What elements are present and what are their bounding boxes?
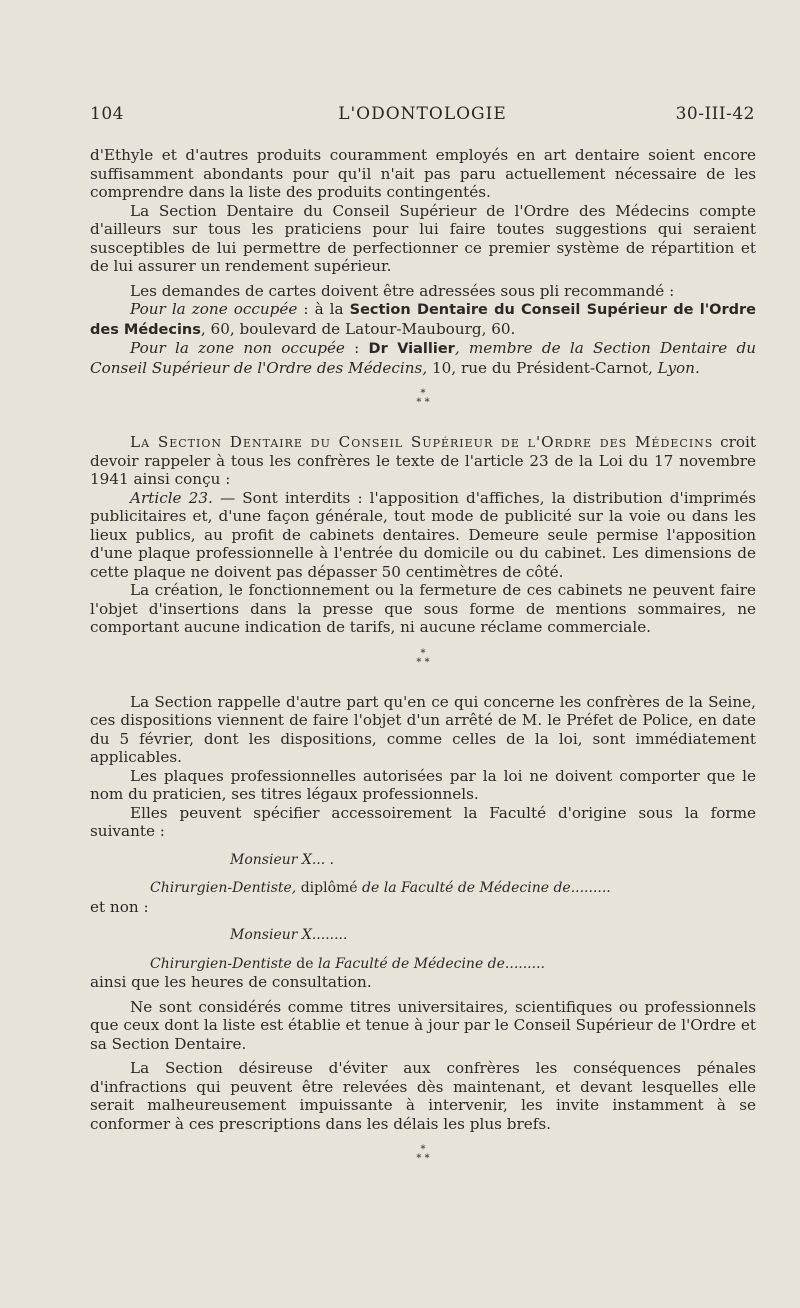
paragraph-continuation: d'Ethyle et d'autres produits couramment employés en art dentaire soient encore suffisamment abondants pour qu'il n'ait pas paru actuellement nécessaire de les comprendre dans la liste des produits contingentés. [90, 146, 756, 201]
paragraph-faculty: Elles peuvent spécifier accessoirement la Faculté d'origine sous la forme suivante : [90, 803, 756, 840]
article-body [90, 146, 756, 1189]
occupied-zone-label: Pour la zone occupée [130, 300, 298, 318]
et-non-label: et non : [90, 897, 149, 916]
paragraph-seine: La Section rappelle d'autre part qu'en ce qui concerne les confrères de la Seine, ces dispositions viennent de faire l'objet d'un arrêté de M. le Préfet de Police, en date du 5 février, dont les dispositions, comme celles de la loi, sont immédiatement applicables. [90, 692, 756, 766]
running-header [90, 104, 755, 128]
paragraph-suggestions: La Section Dentaire du Conseil Supérieur de l'Ordre des Médecins compte d'ailleurs sur tous les praticiens pour lui faire toutes suggestions qui seraient susceptibles de lui permettre de perfectionner ce premier système de répartition et de lui assurer un rendement supérieur. [90, 201, 756, 275]
paragraph-requests: Les demandes de cartes doivent être adressées sous pli recommandé : [130, 281, 675, 300]
paragraph-plaques: Les plaques professionnelles autorisées par la loi ne doivent comporter que le nom du praticien, ses titres légaux professionnels. [90, 766, 756, 803]
unoccupied-zone-label: Pour la zone non occupée [130, 339, 345, 357]
section-separator: * * * [416, 388, 430, 408]
paragraph-titles: Ne sont considérés comme titres universitaires, scientifiques ou professionnels que ceux dont la liste est établie et tenue à jour par le Conseil Supérieur de l'Ordre et sa Section Dentaire. [90, 997, 756, 1053]
paragraph-article-intro: La Section Dentaire du Conseil Supérieur de l'Ordre des Médecins croit devoir rappeler à tous les confrères le texte de l'article 23 de la Loi du 17 novembre 1941 ainsi conçu : [90, 433, 756, 488]
journal-title: L'ODONTOLOGIE [338, 104, 507, 124]
formula-incorrect-title: Chirurgien-Dentiste de la Faculté de Médecine de......... [150, 955, 545, 972]
section-separator: * * * [416, 647, 430, 668]
page-number: 104 [90, 104, 124, 124]
issue-date: 30-III-42 [675, 104, 755, 124]
paragraph-sanctions: La Section désireuse d'éviter aux confrères les conséquences pénales d'infractions qui peuvent être relevées dès maintenant, et devant lesquelles elle serait malheureusement impuissante à intervenir, les invite instamment à se conformer à ces prescriptions dans les délais les plus brefs. [90, 1059, 756, 1133]
formula-correct-name: Monsieur X... . [230, 851, 335, 868]
section-separator: * * * [416, 1144, 430, 1164]
paragraph-cabinets: La création, le fonctionnement ou la fermeture de ces cabinets ne peuvent faire l'objet d'insertions dans la presse que sous forme de mentions sommaires, ne comportant aucune indication de tarifs, ni aucune réclame commerciale. [90, 581, 756, 636]
formula-incorrect-name: Monsieur X........ [230, 927, 348, 943]
occupied-zone-address-bold: Section Dentaire du Conseil Supérieur de l'Ordre des Médecins [90, 302, 757, 338]
paragraph-article-23: Article 23. — Sont interdits : l'apposition d'affiches, la distribution d'imprimés publicitaires et, d'une façon générale, tout mode de publicité sur la voie ou dans les lieux publics, au profit de cabinets dentaires. Demeure seule permise l'apposition d'une plaque professionnelle à l'entrée du domicile ou du cabinet. Les dimensions de cette plaque ne doivent pas dépasser 50 centimètres de côté. [90, 488, 756, 581]
doctor-name: Dr Viallier [368, 341, 455, 357]
paragraph-unoccupied-zone: Pour la zone non occupée : Dr Viallier, membre de la Section Dentaire du Conseil Supérieur de l'Ordre des Médecins, 10, rue du Président-Carnot, Lyon. [90, 339, 756, 377]
formula-correct-title: Chirurgien-Dentiste, diplômé de la Faculté de Médecine de......... [150, 880, 611, 896]
paragraph-occupied-zone: Pour la zone occupée : à la Section Dentaire du Conseil Supérieur de l'Ordre des Médecins, 60, boulevard de Latour-Maubourg, 60. [90, 300, 757, 338]
paragraph-hours: ainsi que les heures de consultation. [90, 973, 372, 991]
